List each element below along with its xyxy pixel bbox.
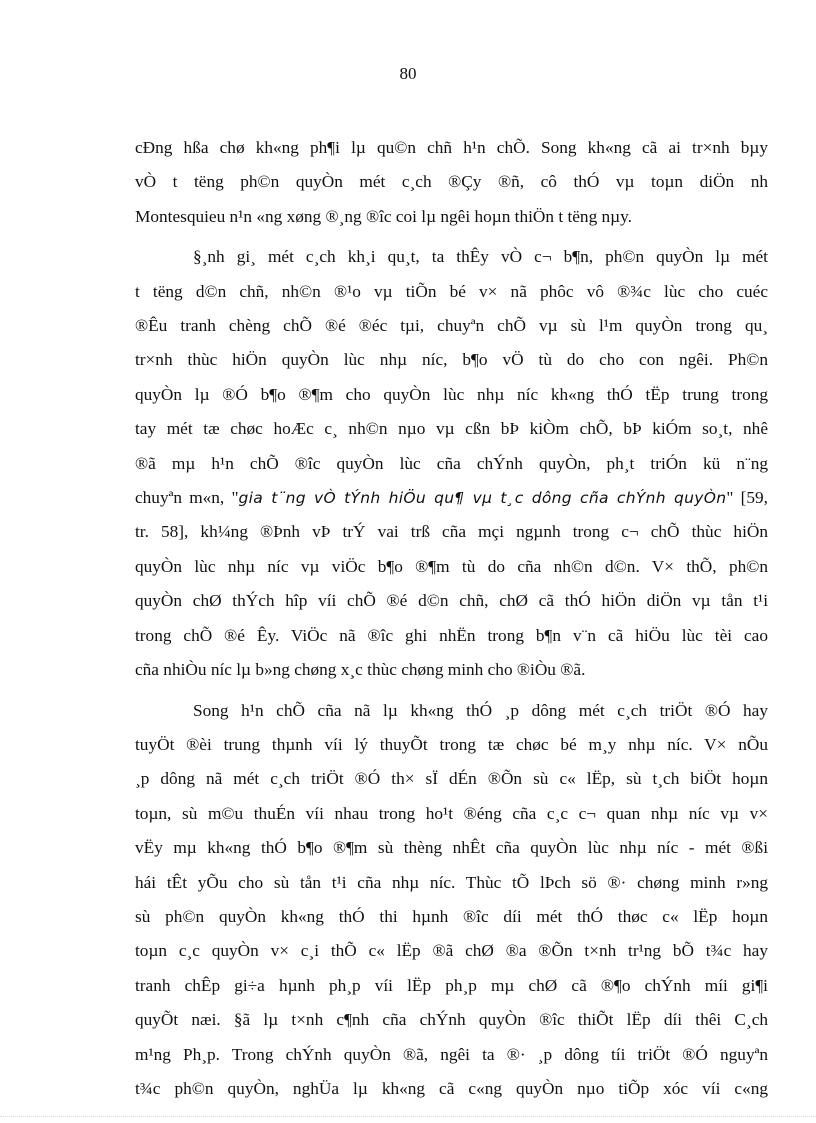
text-line: Song h¹n chÕ cña nã lµ kh«ng thÓ ¸p dông mét c¸ch triÖt ®Ó hay	[193, 700, 768, 720]
text-line: quyÒn lùc nhµ níc vµ viÖc b¶o ®¶m tù do cña nh©n d©n. V× thÕ, ph©n	[135, 556, 768, 576]
text-line: §¸nh gi¸ mét c¸ch kh¸i qu¸t, ta thÊy vÒ c¬ b¶n, ph©n quyÒn lµ mét	[193, 247, 768, 267]
paragraph-1	[135, 131, 768, 234]
text-line: toµn, sù m©u thuÉn víi nhau trong ho¹t ®éng cña c¸c c¬ quan nhµ níc vµ v×	[135, 803, 768, 823]
page-bottom-rule	[0, 1116, 816, 1117]
text-segment: " [59,	[726, 488, 768, 508]
text-line: ¸p dông nã mét c¸ch triÖt ®Ó th× sÏ dÉn ®Õn sù c« lËp, sù t¸ch biÖt hoµn	[135, 769, 768, 789]
text-line: vÒ t tëng ph©n quyÒn mét c¸ch ®Çy ®ñ, cô thÓ vµ toµn diÖn nh	[135, 172, 768, 192]
text-line: tr. 58], kh¼ng ®Þnh vÞ trÝ vai trß cña mçi ngµnh trong c¬ chÕ thùc hiÖn	[135, 522, 768, 542]
text-line: Montesquieu n¹n «ng xøng ®¸ng ®îc coi lµ ngêi hoµn thiÖn t tëng nµy.	[135, 206, 632, 226]
text-line: quyÕt næi. §ã lµ t×nh c¶nh cña chÝnh quyÒn ®îc thiÕt lËp díi thêi C¸ch	[135, 1010, 768, 1030]
text-line: t tëng d©n chñ, nh©n ®¹o vµ tiÕn bé v× nã phôc vô ®¾c lùc cho cuéc	[135, 281, 768, 301]
text-line-with-quote	[135, 481, 768, 515]
text-line: quyÒn chØ thÝch hîp víi chÕ ®é d©n chñ, chØ cã thÓ hiÖn diÖn vµ tån t¹i	[135, 591, 768, 611]
text-line: cÐng hßa chø kh«ng ph¶i lµ qu©n chñ h¹n chÕ. Song kh«ng cã ai tr×nh bµy	[135, 138, 768, 157]
paragraph-2	[135, 240, 768, 687]
text-line: quyÒn lµ ®Ó b¶o ®¶m cho quyÒn lùc nhµ níc kh«ng thÓ tËp trung trong	[135, 384, 768, 404]
text-line: tuyÖt ®èi trung thµnh víi lý thuyÕt trong tæ chøc bé m¸y nhµ níc. V× nÕu	[135, 734, 768, 754]
text-line: tay mét tæ chøc hoÆc c¸ nh©n nµo vµ cßn bÞ kiÒm chÕ, bÞ kiÓm so¸t, nhê	[135, 419, 768, 439]
page-number: 80	[399, 64, 417, 83]
text-line: ®ã mµ h¹n chÕ ®îc quyÒn lùc cña chÝnh quyÒn, ph¸t triÓn kü n¨ng	[135, 453, 768, 473]
text-line: t¾c ph©n quyÒn, nghÜa lµ kh«ng cã c«ng quyÒn nµo tiÕp xóc víi c«ng	[135, 1078, 768, 1098]
text-line: vËy mµ kh«ng thÓ b¶o ®¶m sù thèng nhÊt cña quyÒn lùc nhµ níc - mét ®ßi	[135, 838, 768, 858]
text-line: tranh chÊp gi÷a hµnh ph¸p víi lËp ph¸p mµ chØ cã ®¶o chÝnh míi gi¶i	[135, 975, 768, 995]
text-line: toµn c¸c quyÒn v× c¸i thÕ c« lËp ®ã chØ ®a ®Õn t×nh tr¹ng bÕ t¾c hay	[135, 941, 768, 961]
text-line: m¹ng Ph¸p. Trong chÝnh quyÒn ®ã, ngêi ta ®· ¸p dông tíi triÖt ®Ó nguyªn	[135, 1044, 768, 1064]
text-line: ®Êu tranh chèng chÕ ®é ®éc tµi, chuyªn chÕ vµ sù l¹m quyÒn trong qu¸	[135, 316, 768, 336]
text-line: trong chÕ ®é Êy. ViÖc nã ®îc ghi nhËn trong b¶n v¨n cã hiÖu lùc tèi cao	[135, 625, 768, 645]
text-line: tr×nh thùc hiÖn quyÒn lùc nhµ níc, b¶o vÖ tù do cho con ngêi. Ph©n	[135, 350, 768, 370]
paragraph-3	[135, 694, 768, 1107]
text-line: sù ph©n quyÒn kh«ng thÓ thi hµnh ®îc díi mét thÓ thøc c« lËp hoµn	[135, 906, 768, 926]
text-line: hái tÊt yÕu cho sù tån t¹i cña nhµ níc. Thùc tÕ lÞch sö ®· chøng minh r»ng	[135, 872, 768, 892]
text-line: cña nhiÒu níc lµ b»ng chøng x¸c thùc chøng minh cho ®iÒu ®ã.	[135, 660, 586, 680]
body-text	[135, 131, 768, 1106]
quoted-text: gia t¨ng vÒ tÝnh hiÖu qu¶ vµ t¸c dông cña chÝnh quyÒn	[238, 489, 727, 508]
text-segment: chuyªn m«n, "	[135, 488, 239, 508]
